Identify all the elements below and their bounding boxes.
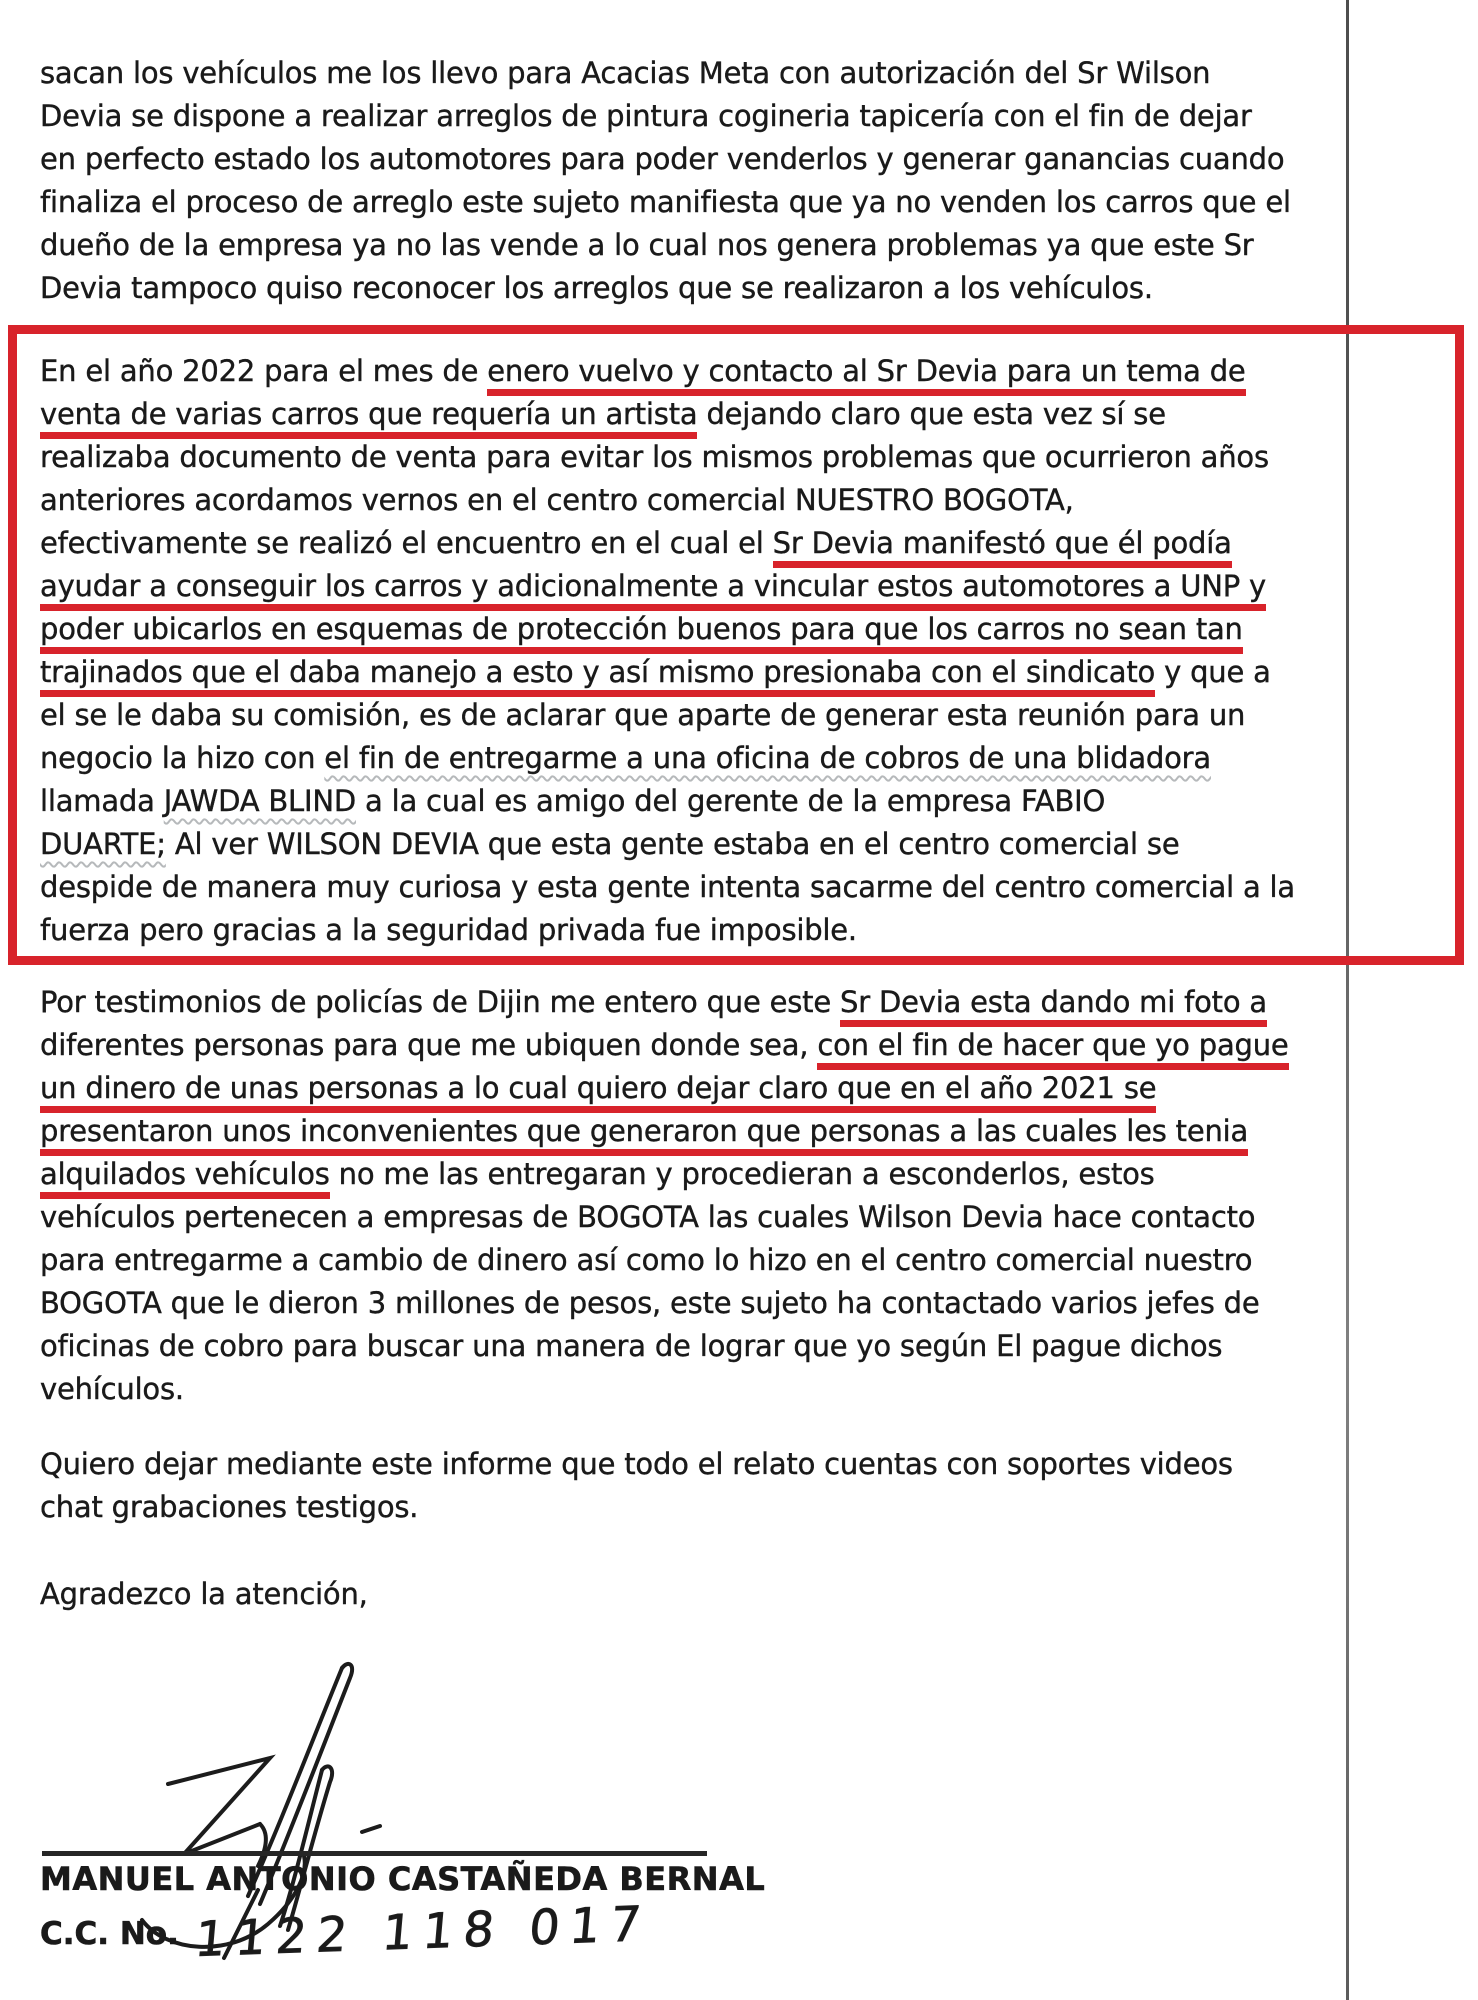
text-segment: Agradezco la atención, — [40, 1577, 368, 1611]
text-segment: despide de manera muy curiosa y esta gente intenta sacarme del centro comercial a la — [40, 870, 1295, 904]
text-segment: realizaba documento de venta para evitar los mismos problemas que ocurrieron años — [40, 440, 1269, 474]
red-underlined-text: enero vuelvo y contacto al Sr Devia para un tema de — [487, 354, 1245, 396]
text-segment: dueño de la empresa ya no las vende a lo cual nos genera problemas ya que este Sr — [40, 228, 1254, 262]
text-line — [40, 138, 1478, 181]
signatory-name: MANUEL ANTONIO CASTAÑEDA BERNAL — [40, 1860, 766, 1898]
text-line — [40, 608, 1455, 651]
text-segment: vehículos pertenecen a empresas de BOGOTA las cuales Wilson Devia hace contacto — [40, 1200, 1256, 1234]
text-line — [40, 694, 1455, 737]
text-segment: Por testimonios de policías de Dijin me entero que este — [40, 985, 841, 1019]
text-segment: En el año 2022 para el mes de — [40, 354, 488, 388]
text-line — [40, 1196, 1478, 1239]
red-underlined-text: presentaron unos inconvenientes que generaron que personas a las cuales les tenia — [40, 1114, 1248, 1156]
text-line — [40, 1024, 1478, 1067]
text-segment: anteriores acordamos vernos en el centro comercial NUESTRO BOGOTA, — [40, 483, 1074, 517]
cc-number-handwritten: 1122 118 017 — [192, 1895, 654, 1969]
text-segment: no me las entregaran y procedieran a esconderlos, estos — [329, 1157, 1155, 1191]
text-segment: finaliza el proceso de arreglo este sujeto manifiesta que ya no venden los carros que el — [40, 185, 1291, 219]
text-segment: y que a — [1155, 655, 1271, 689]
text-line — [40, 393, 1455, 436]
paragraph-p4 — [0, 1443, 1478, 1529]
text-segment: dejando claro que esta vez sí se — [697, 397, 1166, 431]
text-line — [40, 224, 1478, 267]
text-line — [40, 737, 1455, 780]
text-line — [40, 866, 1455, 909]
text-line — [40, 1368, 1478, 1411]
text-segment: fuerza pero gracias a la seguridad privada fue imposible. — [40, 913, 857, 947]
text-segment: vehículos. — [40, 1372, 184, 1406]
text-line — [40, 479, 1455, 522]
text-segment: BOGOTA que le dieron 3 millones de pesos, este sujeto ha contactado varios jefes de — [40, 1286, 1260, 1320]
text-segment: chat grabaciones testigos. — [40, 1490, 419, 1524]
paragraph-p5 — [0, 1573, 1478, 1616]
text-line — [40, 1110, 1478, 1153]
red-underlined-text: Sr Devia manifestó que él podía — [773, 526, 1232, 568]
text-line — [40, 350, 1455, 393]
paragraph-p3 — [0, 981, 1478, 1411]
pencil-marked-text: el fin de entregarme a una oficina de cobros de una blidadora — [324, 741, 1211, 775]
text-line — [40, 1443, 1478, 1486]
text-line — [40, 95, 1478, 138]
text-segment: en perfecto estado los automotores para poder venderlos y generar ganancias cuando — [40, 142, 1285, 176]
red-underlined-text: Sr Devia esta dando mi foto a — [840, 985, 1267, 1027]
text-segment: negocio la hizo con — [40, 741, 325, 775]
text-line — [40, 823, 1455, 866]
red-underlined-text: venta de varias carros que requería un artista — [40, 397, 697, 439]
cc-label: C.C. No. — [40, 1916, 179, 1952]
text-segment: Devia tampoco quiso reconocer los arreglos que se realizaron a los vehículos. — [40, 271, 1153, 305]
pencil-marked-text: JAWDA BLIND — [163, 784, 356, 818]
text-segment: para entregarme a cambio de dinero así como lo hizo en el centro comercial nuestro — [40, 1243, 1253, 1277]
text-line — [40, 1282, 1478, 1325]
text-segment: sacan los vehículos me los llevo para Acacias Meta con autorización del Sr Wilson — [40, 56, 1211, 90]
cc-row — [40, 1895, 654, 1969]
text-line — [40, 1486, 1478, 1529]
text-segment: efectivamente se realizó el encuentro en el cual el — [40, 526, 773, 560]
text-line — [40, 267, 1478, 310]
text-segment: el se le daba su comisión, es de aclarar que aparte de generar esta reunión para un — [40, 698, 1246, 732]
red-underlined-text: alquilados vehículos — [40, 1157, 330, 1199]
red-underlined-text: un dinero de unas personas a lo cual quiero dejar claro que en el año 2021 se — [40, 1071, 1156, 1113]
text-line — [40, 181, 1478, 224]
red-underlined-text: con el fin de hacer que yo pague — [817, 1028, 1288, 1070]
text-segment: llamada — [40, 784, 164, 818]
text-line — [40, 780, 1455, 823]
text-line — [40, 52, 1478, 95]
signature-line — [42, 1851, 707, 1856]
text-segment: Al ver WILSON DEVIA que esta gente estaba en el centro comercial se — [165, 827, 1180, 861]
text-line — [40, 522, 1455, 565]
paragraph-p1 — [0, 52, 1478, 310]
text-line — [40, 1573, 1478, 1616]
paragraphs — [0, 52, 1478, 1616]
text-line — [40, 436, 1455, 479]
text-line — [40, 1153, 1478, 1196]
text-segment: a la cual es amigo del gerente de la empresa FABIO — [356, 784, 1106, 818]
text-line — [40, 909, 1455, 952]
text-segment: diferentes personas para que me ubiquen donde sea, — [40, 1028, 818, 1062]
pencil-marked-text: DUARTE; — [40, 827, 166, 861]
text-segment: Quiero dejar mediante este informe que todo el relato cuentas con soportes videos — [40, 1447, 1233, 1481]
text-segment: Devia se dispone a realizar arreglos de pintura cogineria tapicería con el fin de dejar — [40, 99, 1252, 133]
text-line — [40, 651, 1455, 694]
red-underlined-text: poder ubicarlos en esquemas de protección buenos para que los carros no sean tan — [40, 612, 1243, 654]
text-segment: oficinas de cobro para buscar una manera de lograr que yo según El pague dichos — [40, 1329, 1223, 1363]
text-line — [40, 1239, 1478, 1282]
text-line — [40, 981, 1478, 1024]
red-underlined-text: trajinados que el daba manejo a esto y así mismo presionaba con el sindicato — [40, 655, 1155, 697]
text-line — [40, 1067, 1478, 1110]
text-line — [40, 565, 1455, 608]
text-line — [40, 1325, 1478, 1368]
red-underlined-text: ayudar a conseguir los carros y adicionalmente a vincular estos automotores a UNP y — [40, 569, 1266, 611]
red-annotation-box — [8, 325, 1464, 965]
